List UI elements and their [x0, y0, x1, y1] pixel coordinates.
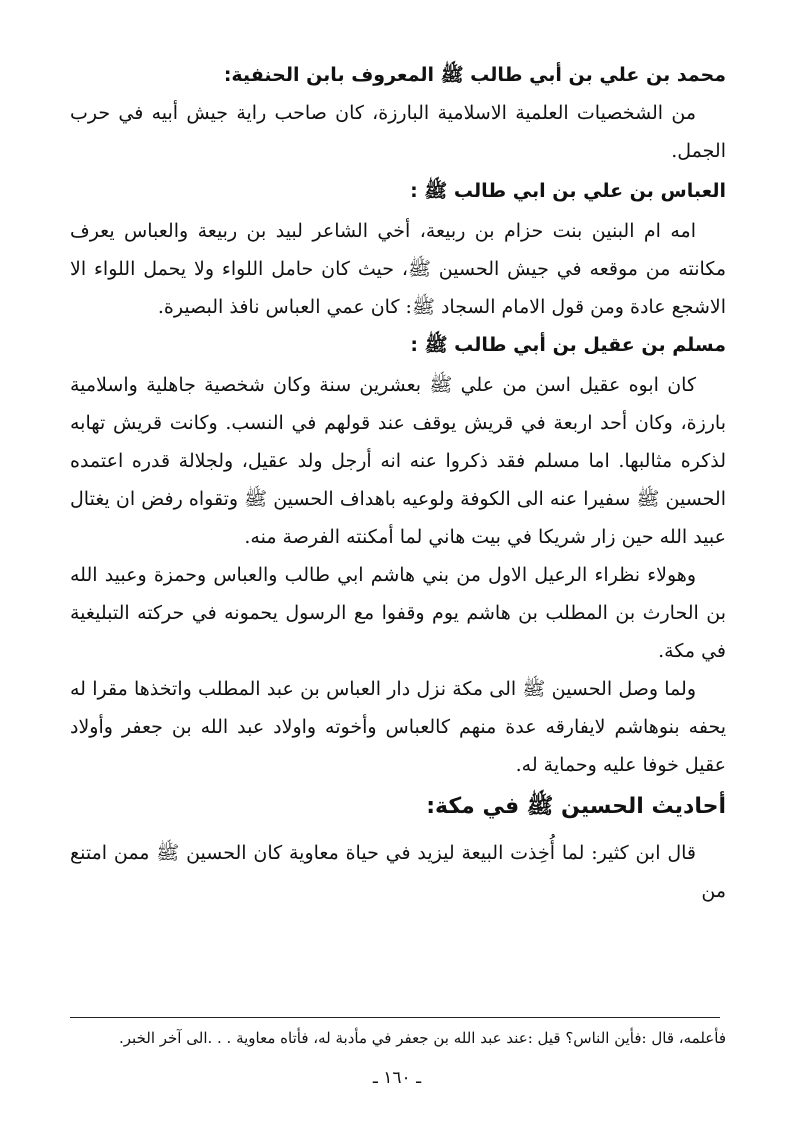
footnote: فأعلمه، قال :فأين الناس؟ قيل :عند عبد الله بن جعفر في مأدبة له، فأتاه معاوية . . .الى آخر الخبر. — [119, 1029, 726, 1047]
page-number: ـ ١٦٠ ـ — [372, 1068, 422, 1088]
section-heading-muhammad-ibn-al-hanafiyya: محمد بن علي بن أبي طالب ﷺ المعروف بابن الحنفية: — [223, 64, 726, 86]
paragraph-banu-hashim: وهولاء نظراء الرعيل الاول من بني هاشم ابي طالب والعباس وحمزة وعبيد الله بن الحارث بن المطلب بن هاشم يوم وقفوا مع الرسول يحمونه في حركته التبليغية في مكة. — [70, 564, 726, 662]
paragraph-ibn-kathir: قال ابن كثير: لما أُخِذت البيعة ليزيد في حياة معاوية كان الحسين ﷺ ممن امتنع من — [70, 842, 726, 902]
paragraph-muhammad: من الشخصيات العلمية الاسلامية البارزة، كان صاحب راية جيش أبيه في حرب الجمل. — [70, 102, 726, 162]
paragraph-arrival-mecca: ولما وصل الحسين ﷺ الى مكة نزل دار العباس بن عبد المطلب واتخذها مقرا له يحفه بنوهاشم لايفارقه عدة منهم كالعباس وأخوته واولاد عبد الله بن جعفر وأولاد عقيل خوفا عليه وحماية له. — [70, 678, 726, 776]
paragraph-muslim: كان ابوه عقيل اسن من علي ﷺ بعشرين سنة وكان شخصية جاهلية واسلامية بارزة، وكان أحد اربعة في قريش يوقف عند قولهم في النسب. وكانت قريش تهابه لذكره مثالبها. اما مسلم فقد ذكروا عنه انه أرجل ولد عقيل، ولجلالة قدره اعتمده الحسين ﷺ سفيرا عنه الى الكوفة ولوعيه باهداف الحسين ﷺ وتقواه رفض ان يغتال عبيد الله حين زار شريكا في بيت هاني لما أمكنته الفرصة منه. — [70, 374, 726, 548]
paragraph-al-abbas: امه ام البنين بنت حزام بن ربيعة، أخي الشاعر لبيد بن ربيعة والعباس يعرف مكانته من موقعه في جيش الحسين ﷺ، حيث كان حامل اللواء ولا يحمل اللواء الا الاشجع عادة ومن قول الامام السجاد ﷺ: كان عمي العباس نافذ البصيرة. — [70, 220, 726, 318]
footnote-divider — [70, 1017, 720, 1018]
section-heading-al-abbas: العباس بن علي بن ابي طالب ﷺ : — [410, 180, 726, 202]
section-heading-muslim-ibn-aqil: مسلم بن عقيل بن أبي طالب ﷺ : — [410, 334, 726, 356]
section-heading-hussein-in-mecca: أحاديث الحسين ﷺ في مكة: — [426, 794, 726, 819]
